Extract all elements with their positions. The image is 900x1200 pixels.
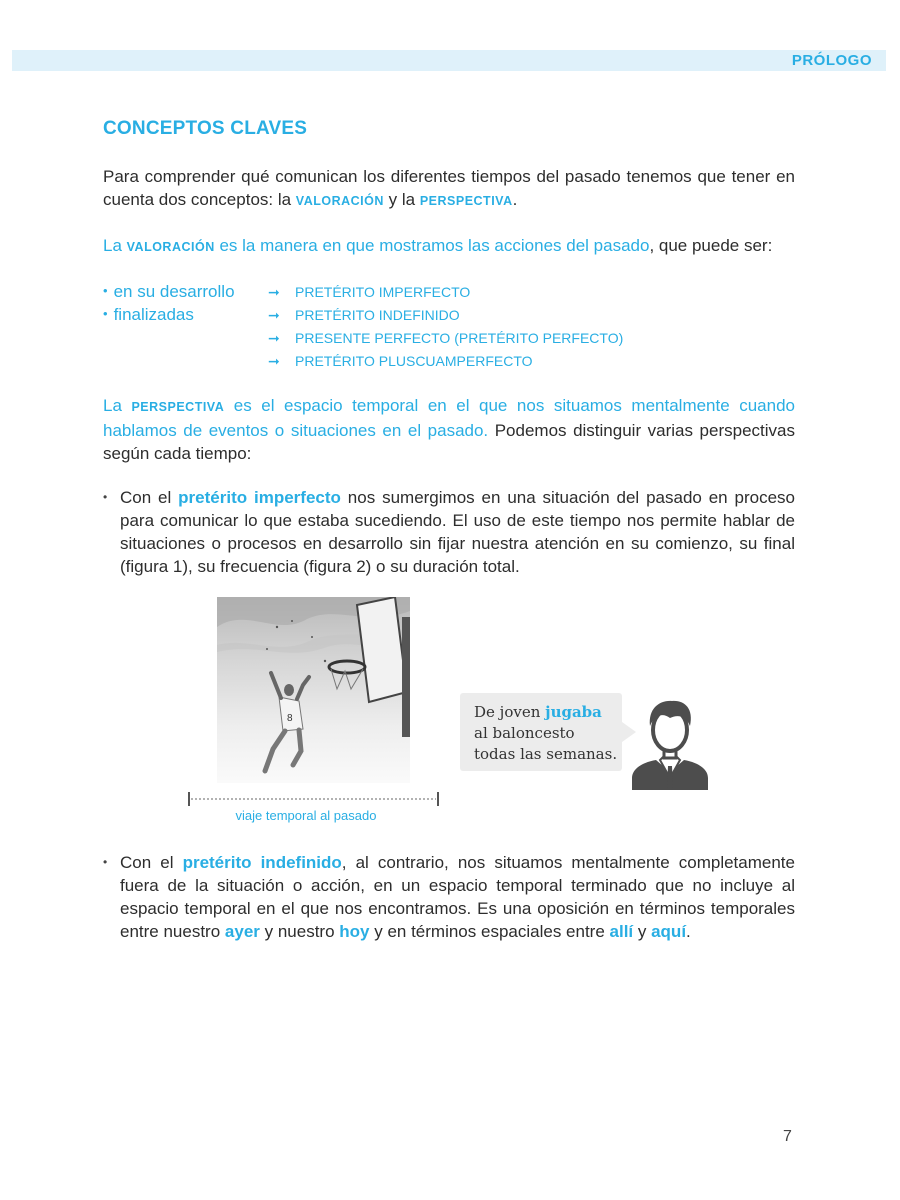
- tense-item: [268, 350, 533, 373]
- indefinido-bullet: [103, 851, 795, 943]
- term-valoracion: VALORACIÓN: [126, 240, 215, 254]
- indefinido-body: y en términos espaciales entre: [369, 922, 610, 941]
- tense-label: PRETÉRITO INDEFINIDO: [295, 307, 460, 323]
- tense-item: [268, 281, 470, 304]
- word-alli: allí: [609, 922, 634, 941]
- term-perspectiva: PERSPECTIVA: [419, 194, 513, 208]
- tense-label: PRESENTE PERFECTO (PRETÉRITO PERFECTO): [295, 330, 624, 346]
- person-avatar-icon: [630, 698, 710, 790]
- intro-paragraph: [103, 165, 795, 213]
- bubble-text-start: De joven: [474, 703, 546, 721]
- section-title: CONCEPTOS CLAVES: [103, 118, 308, 139]
- term-preterito-imperfecto: pretérito imperfecto: [178, 488, 341, 507]
- right-arrow-icon: ➞: [268, 353, 280, 369]
- term-valoracion: VALORACIÓN: [295, 194, 384, 208]
- imperfecto-bullet: [103, 486, 795, 578]
- tense-item: [268, 327, 623, 350]
- speech-bubble: [460, 693, 622, 771]
- valoracion-bullet-label: finalizadas: [113, 305, 194, 324]
- perspectiva-paragraph: [103, 394, 795, 465]
- indefinido-lead: Con el: [120, 853, 183, 872]
- perspectiva-definition: es el espacio temporal en el que nos situamos mentalmente cuando hablamos de eventos o situaciones en el pasado.: [103, 396, 795, 440]
- valoracion-paragraph: [103, 234, 795, 259]
- page-number: 7: [783, 1128, 792, 1145]
- speech-bubble-text: [474, 702, 619, 765]
- indefinido-body: , al contrario, nos situamos mentalmente completamente fuera de la situación o acción, en un espacio temporal terminado que no incluye al espacio temporal en el que nos encontramos. Es una oposición en términos temporales entre nuestro: [120, 853, 795, 941]
- word-aqui: aquí: [651, 922, 687, 941]
- right-arrow-icon: ➞: [268, 284, 280, 300]
- valoracion-prefix: La: [103, 236, 127, 255]
- indefinido-body: y: [633, 922, 652, 941]
- header-band: [12, 50, 886, 71]
- bubble-verb: jugaba: [545, 703, 602, 721]
- header-label: PRÓLOGO: [791, 52, 872, 69]
- indefinido-body: y nuestro: [259, 922, 340, 941]
- term-preterito-indefinido: pretérito indefinido: [182, 853, 342, 872]
- valoracion-tail: , que puede ser:: [649, 236, 773, 255]
- bullet-icon: •: [103, 306, 108, 321]
- imperfecto-lead: Con el: [120, 488, 179, 507]
- intro-text: y la: [383, 190, 420, 209]
- jersey-number: 8: [287, 713, 293, 724]
- imperfecto-text: [120, 486, 795, 578]
- bullet-icon: •: [103, 490, 108, 504]
- valoracion-bullet-label: en su desarrollo: [113, 282, 235, 301]
- tense-label: PRETÉRITO PLUSCUAMPERFECTO: [295, 353, 533, 369]
- bullet-icon: •: [103, 283, 108, 298]
- right-arrow-icon: ➞: [268, 330, 280, 346]
- indefinido-end: .: [686, 922, 691, 941]
- right-arrow-icon: ➞: [268, 307, 280, 323]
- perspectiva-prefix: La: [103, 396, 132, 415]
- bubble-text-end: al baloncesto todas las semanas.: [474, 724, 618, 763]
- imperfecto-body: nos sumergimos en una situación del pasado en proceso para comunicar lo que estaba sucediendo. El uso de este tiempo nos permite hablar de situaciones o procesos en desarrollo sin fijar nuestra atención en su comienzo, su final (figura 1), su frecuencia (figura 2) o su duración total.: [120, 488, 795, 576]
- tense-label: PRETÉRITO IMPERFECTO: [295, 284, 471, 300]
- valoracion-definition: es la manera en que mostramos las acciones del pasado: [214, 236, 650, 255]
- figure-caption: viaje temporal al pasado: [235, 808, 377, 823]
- valoracion-bullet: [103, 280, 235, 304]
- timeline-bar: [186, 791, 441, 807]
- basketball-illustration: [217, 597, 410, 783]
- basketball-photo: [217, 597, 410, 783]
- word-ayer: ayer: [224, 922, 260, 941]
- bullet-icon: •: [103, 855, 108, 869]
- word-hoy: hoy: [339, 922, 370, 941]
- valoracion-bullet: [103, 303, 194, 327]
- term-perspectiva: PERSPECTIVA: [131, 400, 225, 414]
- intro-text: Para comprender qué comunican los diferentes tiempos del pasado tenemos que tener en cuenta dos conceptos: la: [103, 167, 795, 209]
- intro-text: .: [512, 190, 518, 209]
- tense-item: [268, 304, 460, 327]
- perspectiva-tail: Podemos distinguir varias perspectivas según cada tiempo:: [103, 421, 795, 463]
- indefinido-text: [120, 851, 795, 943]
